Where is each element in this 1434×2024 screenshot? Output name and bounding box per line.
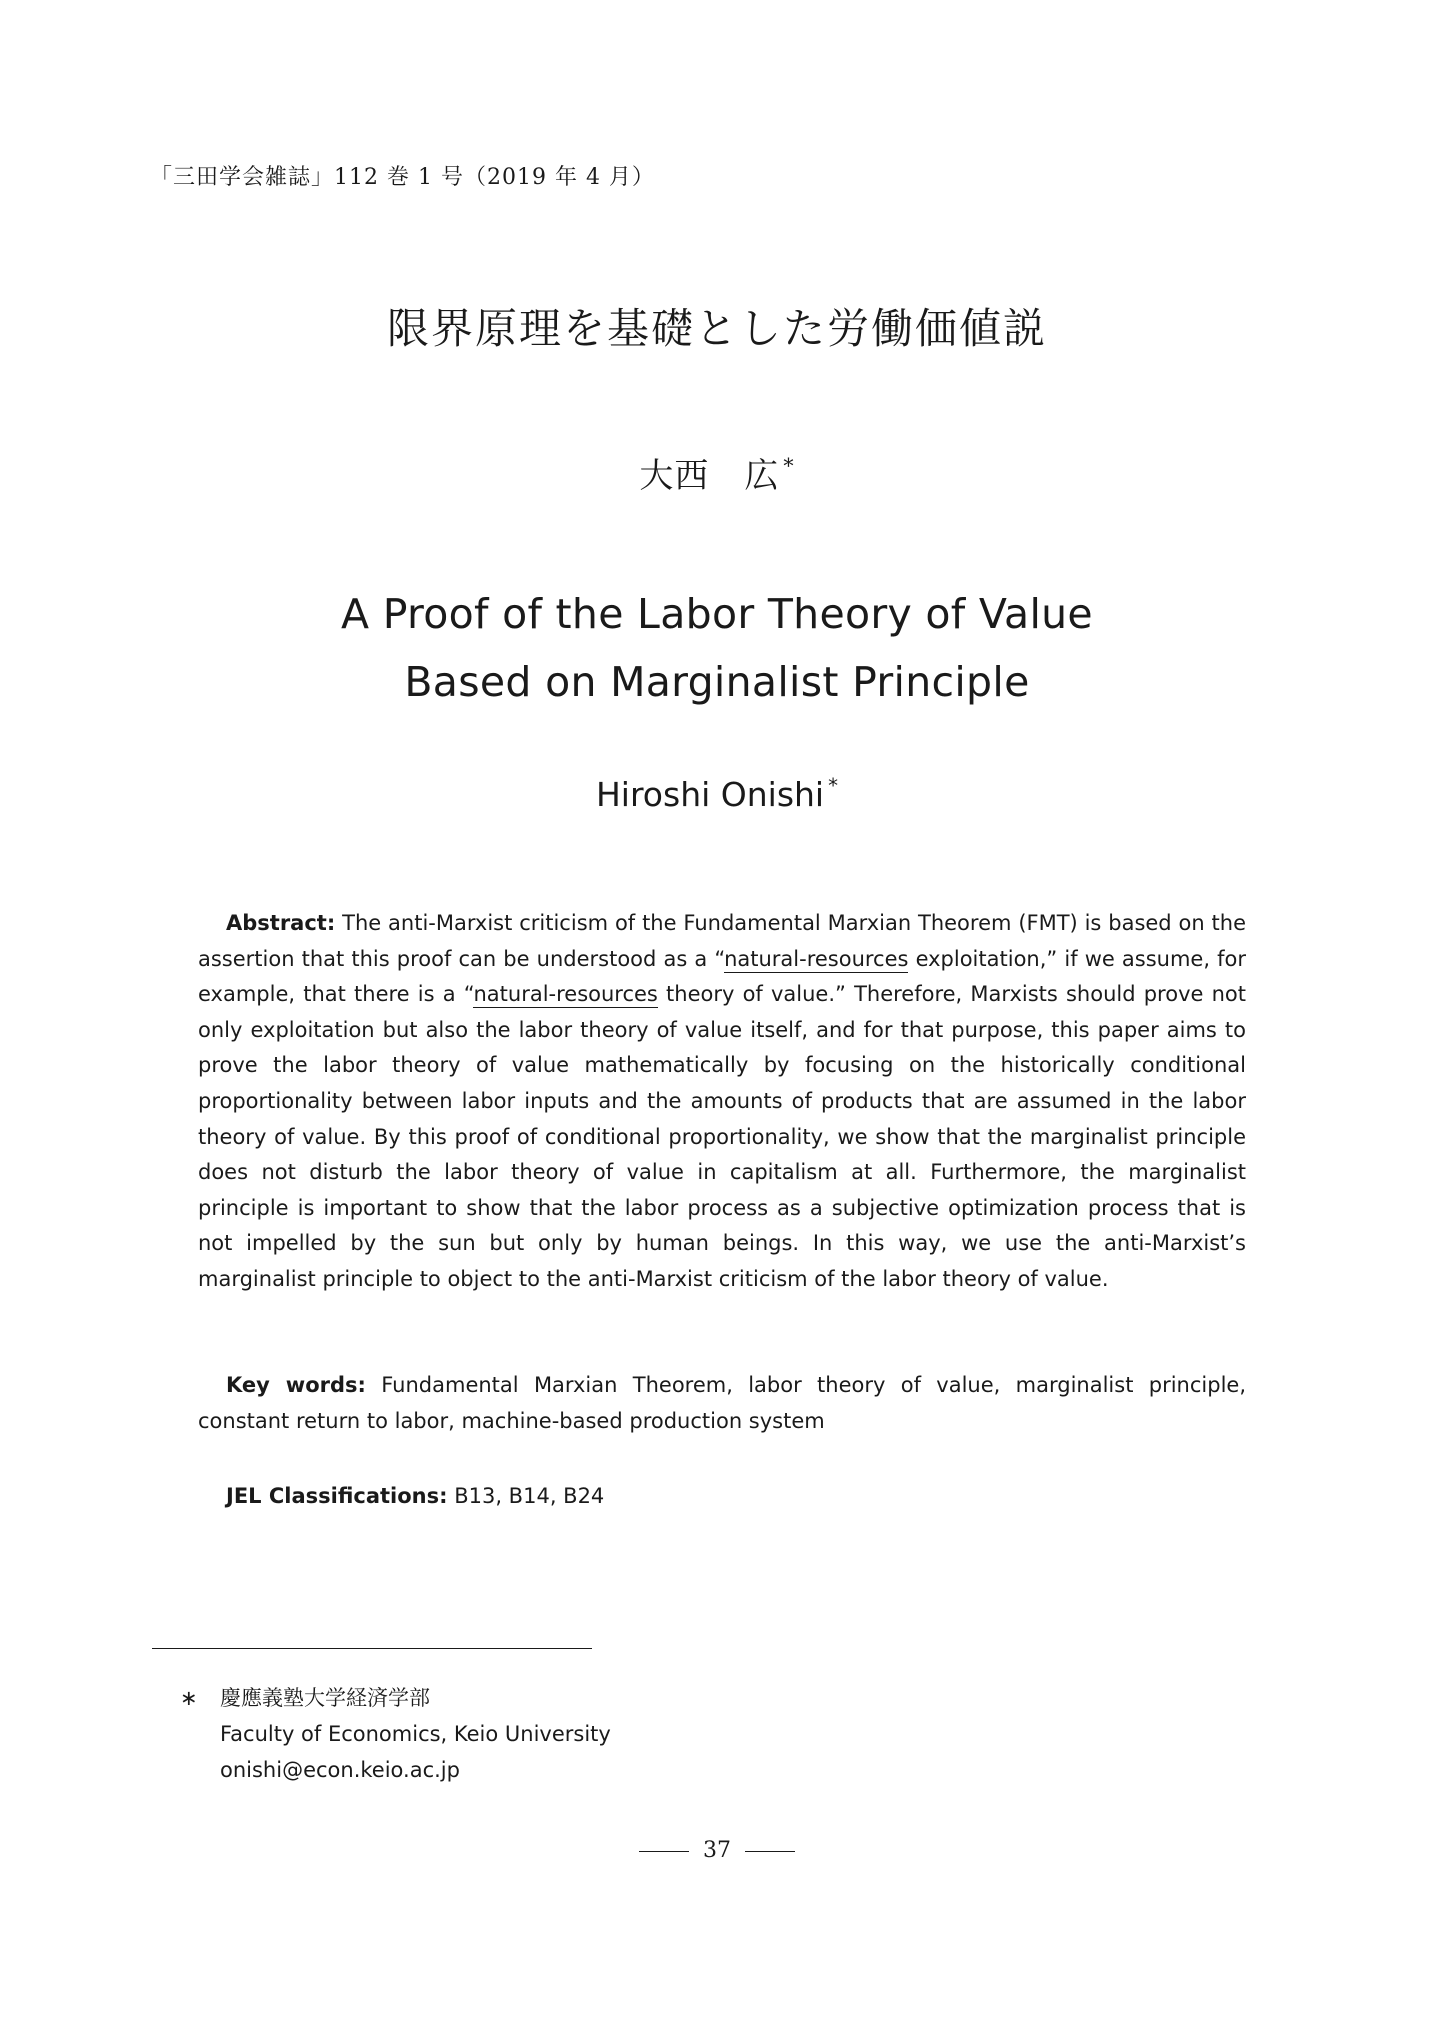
title-english-line-2: Based on Marginalist Principle — [404, 658, 1030, 706]
abstract-text-3: theory of value.” Therefore, Marxists should prove not only exploitation but also the labor theory of value itself, and for that purpose, this paper aims to prove the labor theory of value mathematically by focusing on the historically conditional proportionality between labor inputs and the amounts of products that are assumed in the labor theory of value. By this proof of conditional proportionality, we show that the marginalist principle does not disturb the labor theory of value in capitalism at all. Furthermore, the marginalist principle is important to show that the labor process as a subjective optimization process that is not impelled by the sun but only by human beings. In this way, we use the anti-Marxist’s marginalist principle to object to the anti-Marxist criticism of the labor theory of value. — [198, 982, 1246, 1291]
author-japanese-name: 大西 広 — [639, 456, 780, 496]
abstract — [198, 906, 1246, 1298]
author-japanese-footnote-mark: * — [783, 453, 795, 478]
jel-text: B13, B14, B24 — [447, 1484, 605, 1508]
author-english — [0, 774, 1434, 814]
author-english-name: Hiroshi Onishi — [595, 774, 825, 814]
abstract-underlined-term-2: natural-resources — [473, 982, 658, 1007]
author-japanese — [0, 448, 1434, 497]
page-number: 37 — [703, 1838, 731, 1863]
journal-header: 「三田学会雑誌」112 巻 1 号（2019 年 4 月） — [150, 165, 655, 190]
abstract-label: Abstract: — [226, 911, 336, 935]
abstract-text-2: exploitation,” if we assume, for example, that there is a “ — [198, 946, 1246, 1007]
keywords-label: Key words: — [226, 1373, 366, 1397]
author-english-footnote-mark: * — [828, 774, 838, 797]
footnote-divider — [152, 1648, 592, 1649]
footnote-mark: ∗ — [180, 1686, 198, 1710]
footnote-affiliation-japanese: 慶應義塾大学経済学部 — [220, 1686, 430, 1710]
footnote — [180, 1680, 611, 1788]
title-english-line-1: A Proof of the Labor Theory of Value — [341, 590, 1093, 638]
title-english — [0, 580, 1434, 716]
abstract-text-1: The anti-Marxist criticism of the Fundamental Marxian Theorem (FMT) is based on the assertion that this proof can be understood as a “ — [198, 911, 1246, 971]
page-number-left-rule — [639, 1851, 689, 1852]
page-number-right-rule — [745, 1851, 795, 1852]
title-japanese: 限界原理を基礎とした労働価値説 — [386, 304, 1047, 353]
page-footer — [0, 1838, 1434, 1863]
jel-classifications — [226, 1478, 604, 1514]
footnote-affiliation-english: Faculty of Economics, Keio University — [220, 1722, 611, 1746]
keywords — [198, 1368, 1246, 1439]
keywords-text: Fundamental Marxian Theorem, labor theory of value, marginalist principle, constant return to labor, machine-based production system — [198, 1373, 1247, 1433]
footnote-email: onishi@econ.keio.ac.jp — [220, 1758, 460, 1782]
jel-label: JEL Classifications: — [226, 1484, 448, 1508]
abstract-underlined-term-1: natural-resources — [724, 946, 909, 971]
